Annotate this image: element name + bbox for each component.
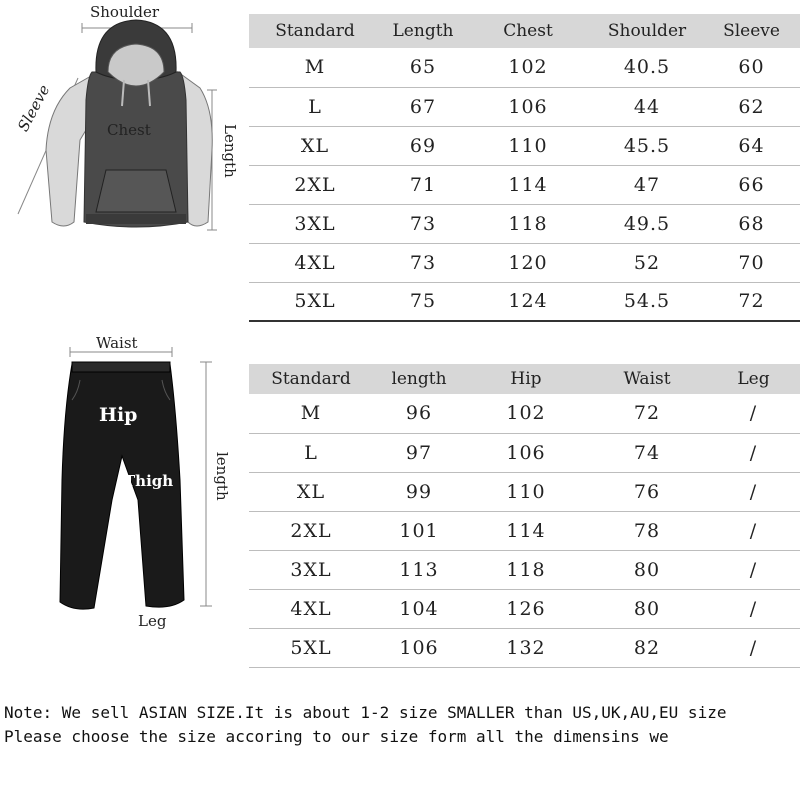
table-row: [249, 511, 800, 550]
table-row: [249, 433, 800, 472]
size-cell: M: [249, 394, 373, 433]
value-cell: 75: [381, 282, 465, 321]
value-cell: 71: [381, 165, 465, 204]
size-cell: M: [249, 48, 381, 87]
table-row: [249, 628, 800, 667]
value-cell: 76: [587, 472, 707, 511]
hoodie-size-table: [249, 14, 800, 322]
value-cell: 68: [703, 204, 800, 243]
table-row: [249, 243, 800, 282]
table-row: [249, 87, 800, 126]
value-cell: 72: [587, 394, 707, 433]
hoodie-chest-label: Chest: [107, 121, 151, 139]
value-cell: /: [707, 589, 800, 628]
size-cell: 5XL: [249, 282, 381, 321]
value-cell: 78: [587, 511, 707, 550]
value-cell: 65: [381, 48, 465, 87]
value-cell: 126: [465, 589, 587, 628]
table-row: [249, 472, 800, 511]
value-cell: 104: [373, 589, 465, 628]
pants-header-cell: Hip: [465, 364, 587, 394]
table-row: [249, 282, 800, 321]
size-cell: L: [249, 87, 381, 126]
value-cell: 132: [465, 628, 587, 667]
value-cell: 106: [465, 87, 591, 126]
value-cell: 110: [465, 126, 591, 165]
table-row: [249, 589, 800, 628]
size-cell: 4XL: [249, 589, 373, 628]
value-cell: 64: [703, 126, 800, 165]
value-cell: 102: [465, 48, 591, 87]
value-cell: 96: [373, 394, 465, 433]
value-cell: /: [707, 628, 800, 667]
value-cell: 120: [465, 243, 591, 282]
value-cell: 54.5: [591, 282, 703, 321]
pants-size-table: [249, 364, 800, 668]
size-cell: 2XL: [249, 165, 381, 204]
hoodie-header-cell: Standard: [249, 14, 381, 48]
pants-illustration: [0, 330, 245, 630]
value-cell: 124: [465, 282, 591, 321]
value-cell: 114: [465, 165, 591, 204]
hoodie-header-cell: Shoulder: [591, 14, 703, 48]
value-cell: 69: [381, 126, 465, 165]
value-cell: /: [707, 433, 800, 472]
hoodie-shoulder-label: Shoulder: [90, 3, 160, 21]
pants-leg-label: Leg: [138, 612, 167, 630]
value-cell: /: [707, 511, 800, 550]
value-cell: 106: [465, 433, 587, 472]
table-row: [249, 165, 800, 204]
hoodie-header-cell: Chest: [465, 14, 591, 48]
pants-waist-label: Waist: [96, 334, 138, 352]
value-cell: 118: [465, 550, 587, 589]
size-cell: 2XL: [249, 511, 373, 550]
value-cell: 73: [381, 204, 465, 243]
value-cell: /: [707, 472, 800, 511]
value-cell: 44: [591, 87, 703, 126]
hoodie-header-row: [249, 14, 800, 48]
value-cell: 60: [703, 48, 800, 87]
pants-length-label: length: [213, 452, 231, 501]
pants-header-cell: Waist: [587, 364, 707, 394]
value-cell: 66: [703, 165, 800, 204]
value-cell: 114: [465, 511, 587, 550]
value-cell: 101: [373, 511, 465, 550]
size-note-line-1: Note: We sell ASIAN SIZE.It is about 1-2 size SMALLER than US,UK,AU,EU size: [4, 703, 727, 722]
pants-hip-label: Hip: [99, 404, 138, 426]
value-cell: 67: [381, 87, 465, 126]
value-cell: 47: [591, 165, 703, 204]
pants-header-cell: length: [373, 364, 465, 394]
value-cell: 74: [587, 433, 707, 472]
hoodie-header-cell: Sleeve: [703, 14, 800, 48]
size-cell: 3XL: [249, 204, 381, 243]
size-cell: 4XL: [249, 243, 381, 282]
value-cell: 73: [381, 243, 465, 282]
value-cell: 106: [373, 628, 465, 667]
value-cell: 52: [591, 243, 703, 282]
hoodie-header-cell: Length: [381, 14, 465, 48]
pants-header-cell: Standard: [249, 364, 373, 394]
table-row: [249, 204, 800, 243]
size-note-line-2: Please choose the size accoring to our size form all the dimensins we: [4, 727, 669, 746]
value-cell: 113: [373, 550, 465, 589]
hoodie-length-label: Length: [221, 124, 239, 178]
size-cell: XL: [249, 126, 381, 165]
value-cell: /: [707, 550, 800, 589]
size-cell: 5XL: [249, 628, 373, 667]
value-cell: 110: [465, 472, 587, 511]
value-cell: 45.5: [591, 126, 703, 165]
value-cell: 62: [703, 87, 800, 126]
table-row: [249, 126, 800, 165]
size-cell: L: [249, 433, 373, 472]
pants-thigh-label: Thigh: [124, 472, 174, 490]
table-row: [249, 48, 800, 87]
value-cell: 80: [587, 589, 707, 628]
table-row: [249, 550, 800, 589]
value-cell: 72: [703, 282, 800, 321]
value-cell: 102: [465, 394, 587, 433]
value-cell: /: [707, 394, 800, 433]
value-cell: 99: [373, 472, 465, 511]
value-cell: 49.5: [591, 204, 703, 243]
value-cell: 82: [587, 628, 707, 667]
pants-header-cell: Leg: [707, 364, 800, 394]
value-cell: 118: [465, 204, 591, 243]
pants-header-row: [249, 364, 800, 394]
table-row: [249, 394, 800, 433]
hoodie-sleeve-label: Sleeve: [14, 81, 54, 135]
value-cell: 70: [703, 243, 800, 282]
size-cell: XL: [249, 472, 373, 511]
size-cell: 3XL: [249, 550, 373, 589]
value-cell: 40.5: [591, 48, 703, 87]
value-cell: 80: [587, 550, 707, 589]
value-cell: 97: [373, 433, 465, 472]
